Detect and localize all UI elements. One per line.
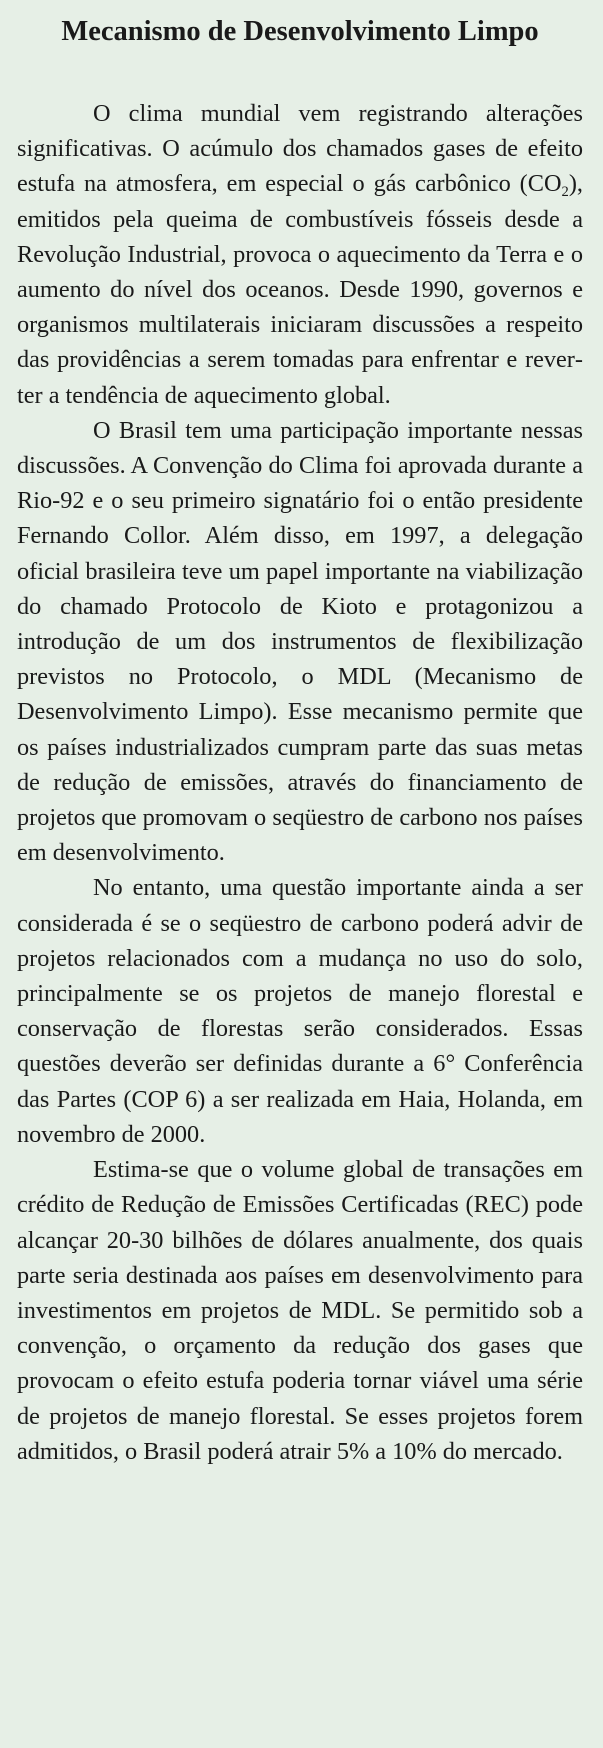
paragraph-4: Estima-se que o volume global de transações em crédito de Redução de Emissões Certificadas (REC) pode alcançar 20-30 bilhões de dólares anualmente, dos quais parte seria destinada aos países em desenvolvimento para investimentos em projetos de MDL. Se permitido sob a convenção, o orçamento da redução dos gases que provocam o efeito estufa poderia tornar viável uma série de projetos de manejo florestal. Se esses projetos forem admitidos, o Brasil poderá atrair 5% a 10% do mercado. xyxy=(17,1156,583,1465)
co2-subscript: 2 xyxy=(561,184,569,201)
paragraph-1-text-b: ), emitidos pela queima de combustíveis fósseis desde a Revolução Industrial, provoca o aquecimento da Terra e o aumento do nível dos oceanos. Desde 1990, governos e organismos multilaterais iniciaram discussões a respeito das providências a serem tomadas para enfrentar e reverter a tendência de aquecimento global. xyxy=(17,170,583,409)
paragraph-1-text-a: O clima mundial vem registrando alterações significativas. O acúmulo dos chamados gases de efeito estufa na atmosfera, em especial o gás carbônico (CO xyxy=(17,100,583,198)
paragraph-1 xyxy=(17,96,583,413)
paragraph-2: O Brasil tem uma participação importante nessas discussões. A Convenção do Clima foi aprovada durante a Rio-92 e o seu primeiro signatário foi o então presidente Fernando Collor. Além disso, em 1997, a delegação oficial brasileira teve um papel importante na viabilização do chamado Protocolo de Kioto e protagonizou a introdução de um dos instrumentos de flexibilização previstos no Protocolo, o MDL (Mecanismo de Desenvolvimento Limpo). Esse mecanismo permite que os países industrializados cumpram parte das suas metas de redução de emissões, através do financiamento de projetos que promovam o seqüestro de carbono nos países em desenvolvimento. xyxy=(17,416,583,867)
article-title: Mecanismo de Desenvolvimento Limpo xyxy=(61,16,539,47)
paragraph-3: No entanto, uma questão importante ainda a ser considerada é se o seqüestro de carbono poderá advir de projetos relacionados com a mudança no uso do solo, principalmente se os projetos de manejo florestal e conservação de florestas serão considerados. Essas questões deverão ser definidas durante a 6° Conferência das Partes (COP 6) a ser realizada em Haia, Holanda, em novembro de 2000. xyxy=(17,874,583,1148)
